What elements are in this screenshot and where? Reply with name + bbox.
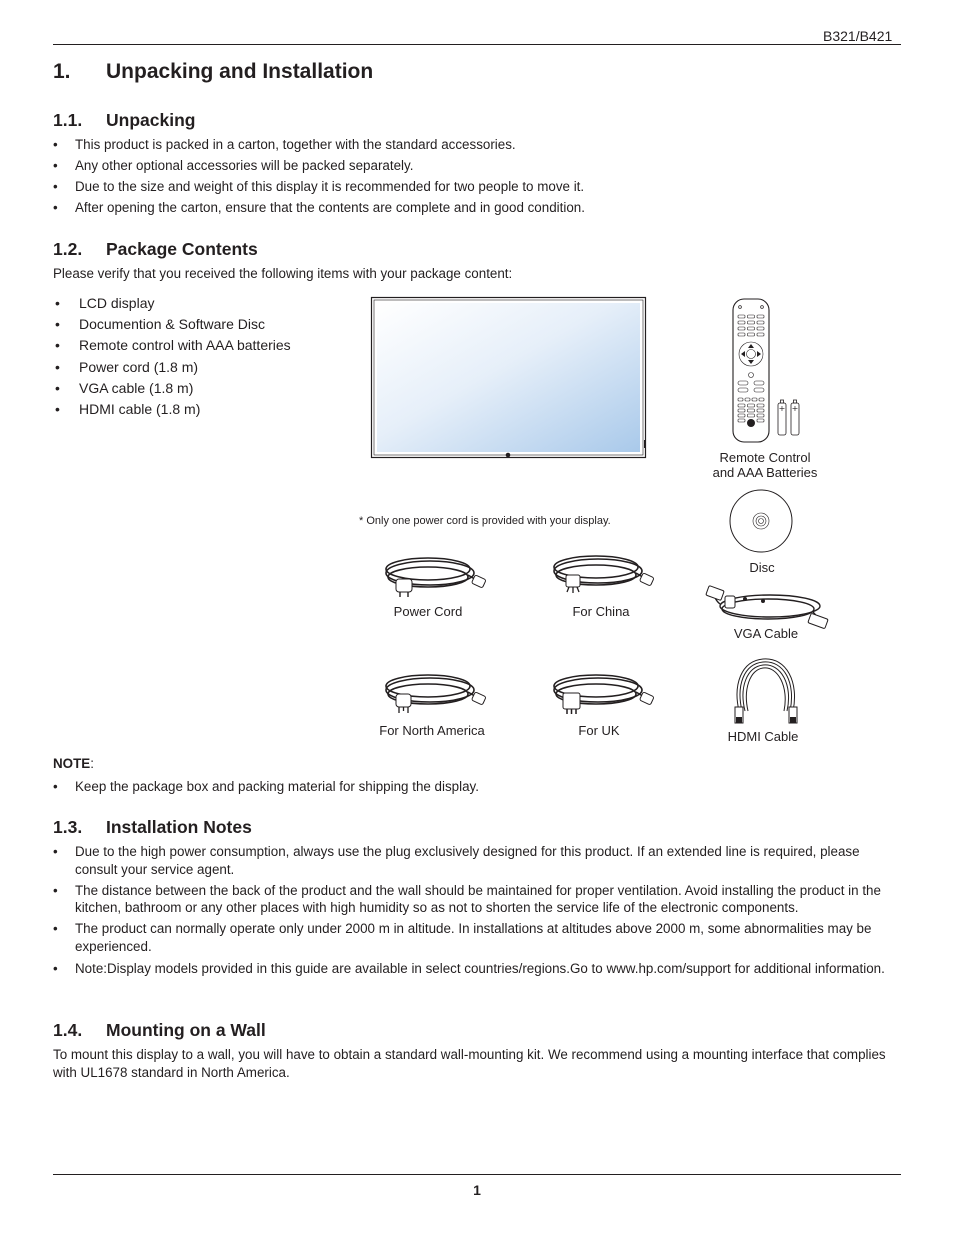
section-number: 1.3. xyxy=(53,817,83,837)
header-rule xyxy=(53,44,901,45)
remote-caption xyxy=(700,450,830,480)
note-heading xyxy=(53,756,94,771)
svg-text:+: + xyxy=(778,404,786,413)
section-unpacking-heading xyxy=(53,110,195,131)
section-mounting-heading xyxy=(53,1020,266,1041)
section-installation-notes-heading xyxy=(53,817,252,838)
disc-caption: Disc xyxy=(749,560,775,575)
china-power-cord-illustration xyxy=(546,549,656,599)
installation-notes-list xyxy=(53,843,903,981)
hdmi-caption: HDMI Cable xyxy=(727,729,799,744)
note-suffix: : xyxy=(90,756,94,771)
list-item: • Keep the package box and packing material for shipping the display. xyxy=(53,778,903,796)
uk-caption: For UK xyxy=(578,723,620,738)
list-item: • LCD display xyxy=(55,294,355,312)
section-number: 1.2. xyxy=(53,239,83,259)
chapter-number: 1. xyxy=(53,60,71,83)
chapter-title xyxy=(53,60,373,84)
list-item: • Due to the size and weight of this display it is recommended for two people to move it. xyxy=(53,178,903,196)
lcd-display-illustration xyxy=(371,297,647,459)
package-contents-intro: Please verify that you received the following items with your package content: xyxy=(53,266,513,281)
mounting-text: To mount this display to a wall, you will have to obtain a standard wall-mounting kit. We recommend using a mounting interface that complies with UL1678 standard in North America. xyxy=(53,1047,886,1080)
page-number: 1 xyxy=(473,1182,481,1198)
list-item: • Due to the high power consumption, always use the plug exclusively designed for this product. If an extended line is required, please consult your service agent. xyxy=(53,843,903,878)
list-item: • Any other optional accessories will be packed separately. xyxy=(53,157,903,175)
model-number: B321/B421 xyxy=(823,28,893,44)
list-item: • This product is packed in a carton, together with the standard accessories. xyxy=(53,136,903,154)
list-item: • Remote control with AAA batteries xyxy=(55,336,355,354)
list-item: • The distance between the back of the product and the wall should be maintained for proper ventilation. Avoid installing the product in the kitchen, bathroom or any other places with high humidity so as not to shorten the service life of the electronic components. xyxy=(53,882,903,917)
note-list xyxy=(53,778,903,799)
list-item: • HDMI cable (1.8 m) xyxy=(55,400,355,418)
footer-rule xyxy=(53,1174,901,1175)
list-item: • After opening the carton, ensure that the contents are complete and in good condition. xyxy=(53,199,903,217)
svg-text:+: + xyxy=(791,404,799,413)
remote-control-illustration xyxy=(730,297,810,445)
section-title: Unpacking xyxy=(106,110,196,130)
chapter-title-text: Unpacking and Installation xyxy=(106,60,374,83)
section-number: 1.4. xyxy=(53,1020,83,1040)
uk-power-cord-illustration xyxy=(546,668,656,718)
power-cord-illustration xyxy=(378,549,488,599)
china-caption: For China xyxy=(572,604,630,619)
remote-caption-line1: Remote Control xyxy=(719,450,811,465)
north-america-caption: For North America xyxy=(379,723,485,738)
list-item: • Power cord (1.8 m) xyxy=(55,358,355,376)
hdmi-cable-illustration xyxy=(731,655,801,727)
vga-caption: VGA Cable xyxy=(733,626,799,641)
section-number: 1.1. xyxy=(53,110,83,130)
section-title: Package Contents xyxy=(106,239,258,259)
remote-caption-line2: and AAA Batteries xyxy=(712,465,818,480)
power-cord-caption: Power Cord xyxy=(393,604,463,619)
section-package-contents-heading xyxy=(53,239,258,260)
list-item: • The product can normally operate only under 2000 m in altitude. In installations at altitudes above 2000 m, some abnormalities may be experienced. xyxy=(53,920,903,955)
disc-icon xyxy=(728,488,794,554)
north-america-power-cord-illustration xyxy=(378,668,488,718)
power-cord-note: * Only one power cord is provided with your display. xyxy=(359,515,611,527)
list-item: • Note:Display models provided in this guide are available in select countries/regions.Go to www.hp.com/support for additional information. xyxy=(53,959,903,978)
package-contents-list xyxy=(55,294,355,421)
section-title: Mounting on a Wall xyxy=(106,1020,266,1040)
list-item: • Documention & Software Disc xyxy=(55,315,355,333)
section-title: Installation Notes xyxy=(106,817,252,837)
list-item: • VGA cable (1.8 m) xyxy=(55,379,355,397)
unpacking-list xyxy=(53,136,903,220)
note-label: NOTE xyxy=(53,756,91,771)
